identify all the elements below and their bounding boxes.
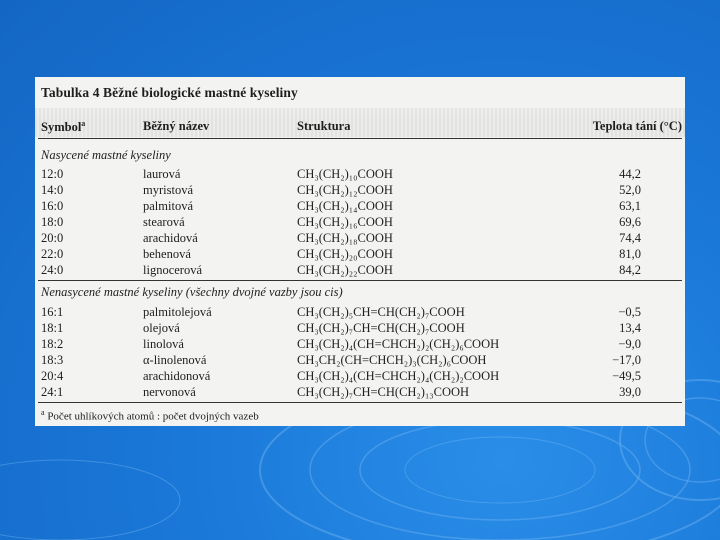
name-cell: lignocerová xyxy=(143,263,203,277)
header-melting: Teplota tání (°C) xyxy=(592,119,682,133)
symbol-cell: 20:4 xyxy=(41,369,64,383)
melting-cell: −17,0 xyxy=(612,353,641,367)
name-cell: arachidová xyxy=(143,231,198,245)
structure-cell: CH₃(CH₂)₁₂COOH xyxy=(297,183,393,197)
section-saturated: Nasycené mastné kyseliny xyxy=(41,148,171,162)
symbol-cell: 14:0 xyxy=(41,183,64,197)
table-row xyxy=(35,321,685,337)
name-cell: palmitolejová xyxy=(143,305,212,319)
name-cell: linolová xyxy=(143,337,184,351)
name-cell: laurová xyxy=(143,167,181,181)
structure-cell: CH₃(CH₂)₇CH=CH(CH₂)₁₃COOH xyxy=(297,385,470,399)
melting-cell: 81,0 xyxy=(619,247,641,261)
structure-cell: CH₃(CH₂)₄(CH=CHCH₂)₄(CH₂)₂COOH xyxy=(297,369,500,383)
symbol-cell: 24:1 xyxy=(41,385,64,399)
symbol-cell: 20:0 xyxy=(41,231,64,245)
table-title: Tabulka 4 Běžné biologické mastné kyseliny xyxy=(41,85,298,100)
table-row xyxy=(35,369,685,385)
table-row xyxy=(35,337,685,353)
table-row xyxy=(35,199,685,215)
structure-cell: CH₃(CH₂)₁₈COOH xyxy=(297,231,393,245)
symbol-cell: 16:1 xyxy=(41,305,64,319)
footnote xyxy=(41,408,259,423)
footnote-text: Počet uhlíkových atomů : počet dvojných vazeb xyxy=(47,410,259,423)
name-cell: nervonová xyxy=(143,385,196,399)
melting-cell: 52,0 xyxy=(619,183,641,197)
melting-cell: 13,4 xyxy=(619,321,641,335)
header-symbol: Symbol$^a$ xyxy=(41,119,86,135)
table-row xyxy=(35,305,685,321)
footnote-mark: a xyxy=(41,408,45,417)
structure-cell: CH₃(CH₂)₇CH=CH(CH₂)₇COOH xyxy=(297,321,465,335)
melting-cell: 84,2 xyxy=(619,263,641,277)
name-cell: stearová xyxy=(143,215,185,229)
symbol-cell: 18:2 xyxy=(41,337,64,351)
symbol-cell: 22:0 xyxy=(41,247,64,261)
structure-cell: CH₃(CH₂)₅CH=CH(CH₂)₇COOH xyxy=(297,305,465,319)
table-row xyxy=(35,263,685,279)
table-row xyxy=(35,215,685,231)
melting-cell: 63,1 xyxy=(619,199,641,213)
table-row xyxy=(35,167,685,183)
melting-cell: 69,6 xyxy=(619,215,641,229)
melting-cell: 44,2 xyxy=(619,167,641,181)
section-unsaturated: Nenasycené mastné kyseliny (všechny dvojné vazby jsou cis) xyxy=(41,285,343,299)
symbol-cell: 18:3 xyxy=(41,353,64,367)
table-row xyxy=(35,231,685,247)
melting-cell: −9,0 xyxy=(618,337,641,351)
name-cell: α-linolenová xyxy=(143,353,207,367)
section-rule xyxy=(38,280,682,281)
header-band xyxy=(35,108,685,117)
melting-cell: 74,4 xyxy=(619,231,641,245)
name-cell: palmitová xyxy=(143,199,193,213)
fatty-acids-table xyxy=(35,77,685,426)
symbol-cell: 18:1 xyxy=(41,321,64,335)
melting-cell: −49,5 xyxy=(612,369,641,383)
header-structure: Struktura xyxy=(297,119,351,133)
structure-cell: CH₃(CH₂)₁₆COOH xyxy=(297,215,393,229)
structure-cell: CH₃CH₂(CH=CHCH₂)₃(CH₂)₆COOH xyxy=(297,353,487,367)
structure-cell: CH₃(CH₂)₁₀COOH xyxy=(297,167,393,181)
table-row xyxy=(35,353,685,369)
header-name: Běžný název xyxy=(143,119,210,133)
structure-cell: CH₃(CH₂)₂₀COOH xyxy=(297,247,393,261)
symbol-cell: 12:0 xyxy=(41,167,64,181)
name-cell: olejová xyxy=(143,321,180,335)
symbol-cell: 24:0 xyxy=(41,263,64,277)
header-row xyxy=(35,117,685,137)
structure-cell: CH₃(CH₂)₄(CH=CHCH₂)₂(CH₂)₆COOH xyxy=(297,337,500,351)
name-cell: arachidonová xyxy=(143,369,211,383)
name-cell: behenová xyxy=(143,247,191,261)
melting-cell: −0,5 xyxy=(618,305,641,319)
table-row xyxy=(35,247,685,263)
symbol-cell: 16:0 xyxy=(41,199,64,213)
melting-cell: 39,0 xyxy=(619,385,641,399)
table-row xyxy=(35,183,685,199)
table-row xyxy=(35,385,685,401)
name-cell: myristová xyxy=(143,183,193,197)
symbol-cell: 18:0 xyxy=(41,215,64,229)
header-rule xyxy=(38,138,682,139)
structure-cell: CH₃(CH₂)₁₄COOH xyxy=(297,199,393,213)
bottom-rule xyxy=(38,402,682,403)
structure-cell: CH₃(CH₂)₂₂COOH xyxy=(297,263,393,277)
header-symbol-footnote-mark: a xyxy=(81,119,86,128)
